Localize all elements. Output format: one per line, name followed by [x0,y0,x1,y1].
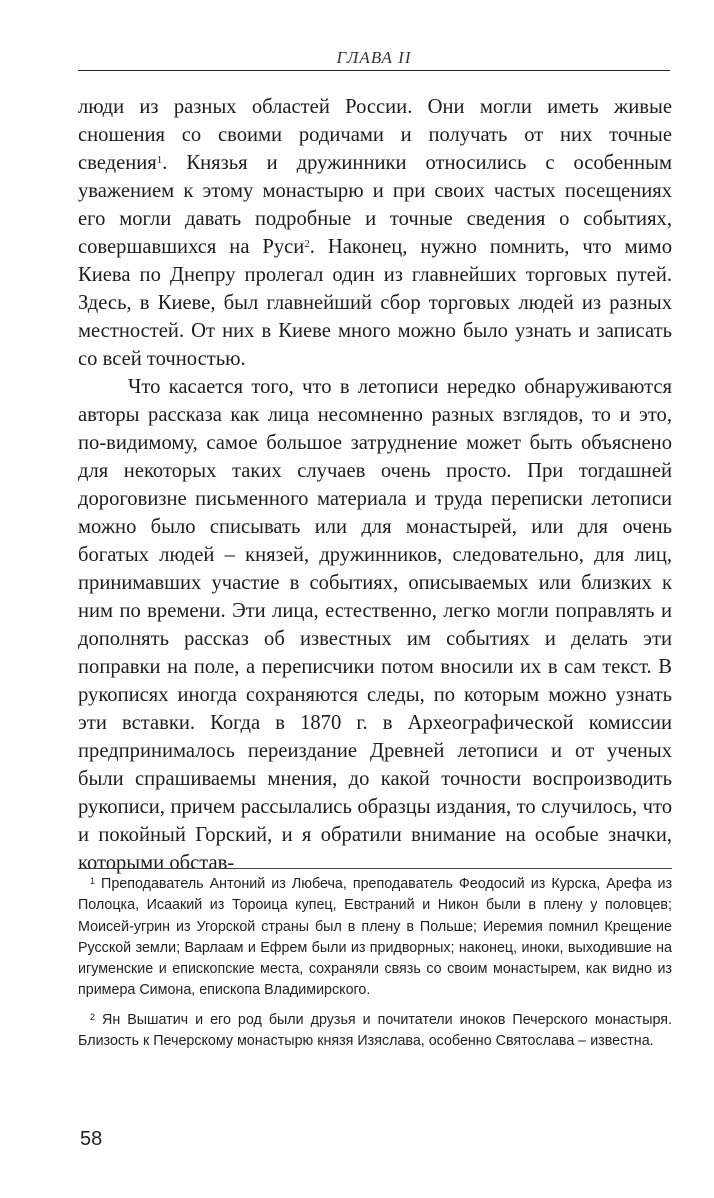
running-head-title: ГЛАВА II [336,48,412,67]
paragraph-2: Что касается того, что в летописи нередко обнаруживаются авторы рассказа как лица несомненно разных взглядов, то и это, по-видимому, самое большое затруднение может быть объяснено для некоторых таких случаев очень просто. При тогдашней дороговизне письменного материала и труда переписки летописи можно было списывать или для монастырей, или для очень богатых людей – князей, дружинников, следовательно, для лиц, принимавших участие в событиях, описываемых или близких к ним по времени. Эти лица, естественно, легко могли поправлять и дополнять рассказ об известных им событиях и делать эти поправки на поле, а переписчики потом вносили их в сам текст. В рукописях иногда сохраняются следы, по которым можно узнать эти вставки. Когда в 1870 г. в Археографической комиссии предпринималось переиздание Древней летописи и от ученых были спрашиваемы мнения, до какой точности воспроизводить рукописи, причем рассылались образцы издания, то случилось, что и покойный Горский, и я обратили внимание на особые значки, которыми обстав- [78,376,672,874]
footnotes [78,874,672,1052]
footnote-ref-1[interactable]: 1 [156,154,163,166]
header-rule [78,70,670,71]
paragraph-1 [78,93,672,373]
footnote-2-text: Ян Вышатич и его род были друзья и почитатели иноков Печерского монастыря. Близость к Печерскому монастырю князя Изяслава, особенно Святослава – известна. [78,1011,672,1050]
paragraph-1-part-c: . Наконец, нужно помнить, что мимо Киева по Днепру пролегал один из главнейших торговых путей. Здесь, в Киеве, был главнейший сбор торговых людей из разных местностей. От них в Киеве много можно было узнать и записать со всей точностью. [78,236,672,370]
main-text [78,93,672,877]
page-number: 58 [80,1128,103,1150]
paragraph-1-part-a: люди из разных областей России. Они могли иметь живые сношения со своими родичами и получать от них точные сведения [78,96,672,174]
footnote-1-mark: 1 [90,876,96,886]
footnote-1-text: Преподаватель Антоний из Любеча, преподаватель Феодосий из Курска, Арефа из Полоцка, Исаакий из Тороица купец, Евстраний и Никон были в плену у половцев; Моисей-угрин из Угорской страны был в плену в Польше; Иеремия помнил Крещение Русской земли; Варлаам и Ефрем были из придворных; наконец, иноки, выходившие на игуменские и епископские места, сохраняли связь со своим монастырем, как видно из примера Симона, епископа Владимирского. [78,876,672,999]
paragraph-1-part-b: . Князья и дружинники относились с особенным уважением к этому монастырю и при своих частых посещениях его могли давать подробные и точные сведения о событиях, совершавшихся на Руси [78,152,672,258]
footnote-1 [78,874,672,1002]
footnote-2 [78,1010,672,1053]
footnote-2-mark: 2 [90,1011,96,1022]
footnote-ref-2[interactable]: 2 [304,238,310,250]
footnote-separator [78,868,672,869]
